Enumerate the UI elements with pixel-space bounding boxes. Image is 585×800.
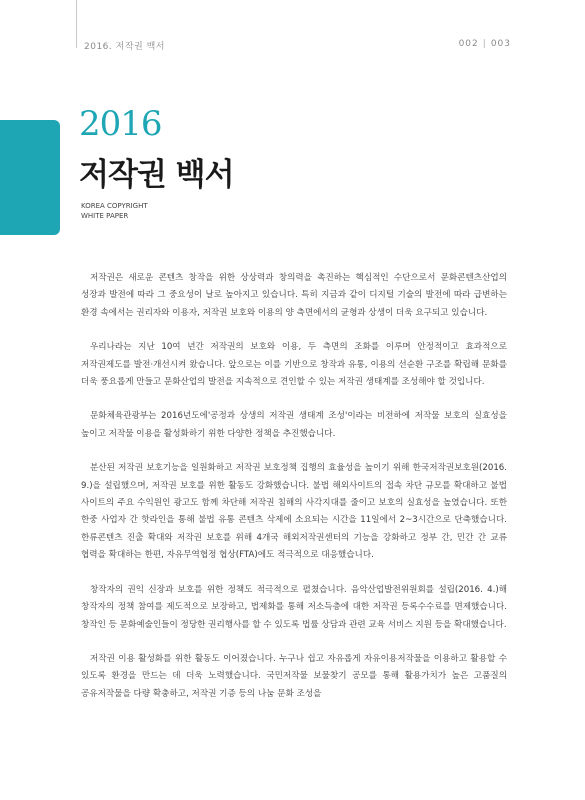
running-title: 2016. 저작권 백서: [84, 42, 165, 52]
page-number-right: 003: [490, 39, 511, 49]
paragraph-2: 우리나라는 지난 10여 년간 저작권의 보호와 이용, 두 측면의 조화를 이루며 안정적이고 효과적으로 저작권제도를 발전·개선시켜 왔습니다. 앞으로는 이를 기반으로 창작과 유통, 이용의 선순환 구조를 확립해 문화를 더욱 풍요롭게 만들고 문화산업의 발전을 지속적으로 견인할 수 있는 저작권 생태계를 조성해야 할 것입니다.: [81, 342, 507, 388]
paragraph-5: 창작자의 권익 신장과 보호를 위한 정책도 적극적으로 펼쳤습니다. 음악산업발전위원회를 설립(2016. 4.)해 창작자의 정책 참여를 제도적으로 보장하고, 법제화를 통해 저소득층에 대한 저작권 등록수수료를 면제했습니다. 창작인 등 문화예술인들이 정당한 권리행사를 할 수 있도록 법률 상담과 관련 교육 서비스 지원 등을 확대했습니다.: [81, 584, 507, 630]
page-title: 저작권 백서: [79, 157, 234, 193]
paragraph-4: 분산된 저작권 보호기능을 일원화하고 저작권 보호정책 집행의 효율성을 높이기 위해 한국저작권보호원(2016. 9.)을 설립했으며, 저작권 보호를 위한 활동도 강화했습니다. 불법 해외사이트의 접속 차단 규모를 확대하고 불법 사이트의 주요 수익원인 광고도 함께 차단해 저작권 침해의 사각지대를 줄이고 보호의 실효성을 높였습니다. 또한 한중 사업자 간 핫라인을 통해 불법 유통 콘텐츠 삭제에 소요되는 시간을 11일에서 2~3시간으로 단축했습니다. 한류콘텐츠 진출 확대와 저작권 보호를 위해 4개국 해외저작권센터의 기능을 강화하고 정부 간, 민간 간 교류 협력을 확대하는 한편, 자유무역협정 협상(FTA)에도 적극적으로 대응했습니다.: [81, 463, 507, 561]
subtitle-line-2: WHITE PAPER: [81, 212, 129, 220]
header-divider-line: [76, 0, 77, 48]
english-subtitle: [81, 201, 148, 221]
cover-year: 2016: [79, 104, 162, 144]
page-number-separator: |: [482, 39, 487, 49]
page-numbers: [459, 39, 511, 49]
paragraph-6: 저작권 이용 활성화를 위한 활동도 이어졌습니다. 누구나 쉽고 자유롭게 자유이용저작물을 이용하고 활용할 수 있도록 환경을 만드는 데 더욱 노력했습니다. 국민저작물 보물찾기 공모를 통해 활용가치가 높은 고품질의 공유저작물을 다량 확충하고, 저작권 기증 등의 나눔 문화 조성을: [81, 653, 507, 699]
subtitle-line-1: KOREA COPYRIGHT: [81, 202, 148, 210]
accent-bar: [0, 120, 60, 235]
page-number-left: 002: [458, 39, 479, 49]
paragraph-3: 문화체육관광부는 2016년도에'공정과 상생의 저작권 생태계 조성'이라는 비전하에 저작물 보호의 실효성을 높이고 저작물 이용을 활성화하기 위한 다양한 정책을 추진했습니다.: [81, 411, 507, 439]
paragraph-1: 저작권은 새로운 콘텐츠 창작을 위한 상상력과 창의력을 촉진하는 핵심적인 수단으로서 문화콘텐츠산업의 성장과 발전에 따라 그 중요성이 날로 높아지고 있습니다. 특히 지금과 같이 디지털 기술의 발전에 따라 급변하는 환경 속에서는 권리자와 이용자, 저작권 보호와 이용의 양 측면에서의 균형과 상생이 더욱 요구되고 있습니다.: [81, 273, 507, 318]
body-text: [81, 270, 507, 720]
